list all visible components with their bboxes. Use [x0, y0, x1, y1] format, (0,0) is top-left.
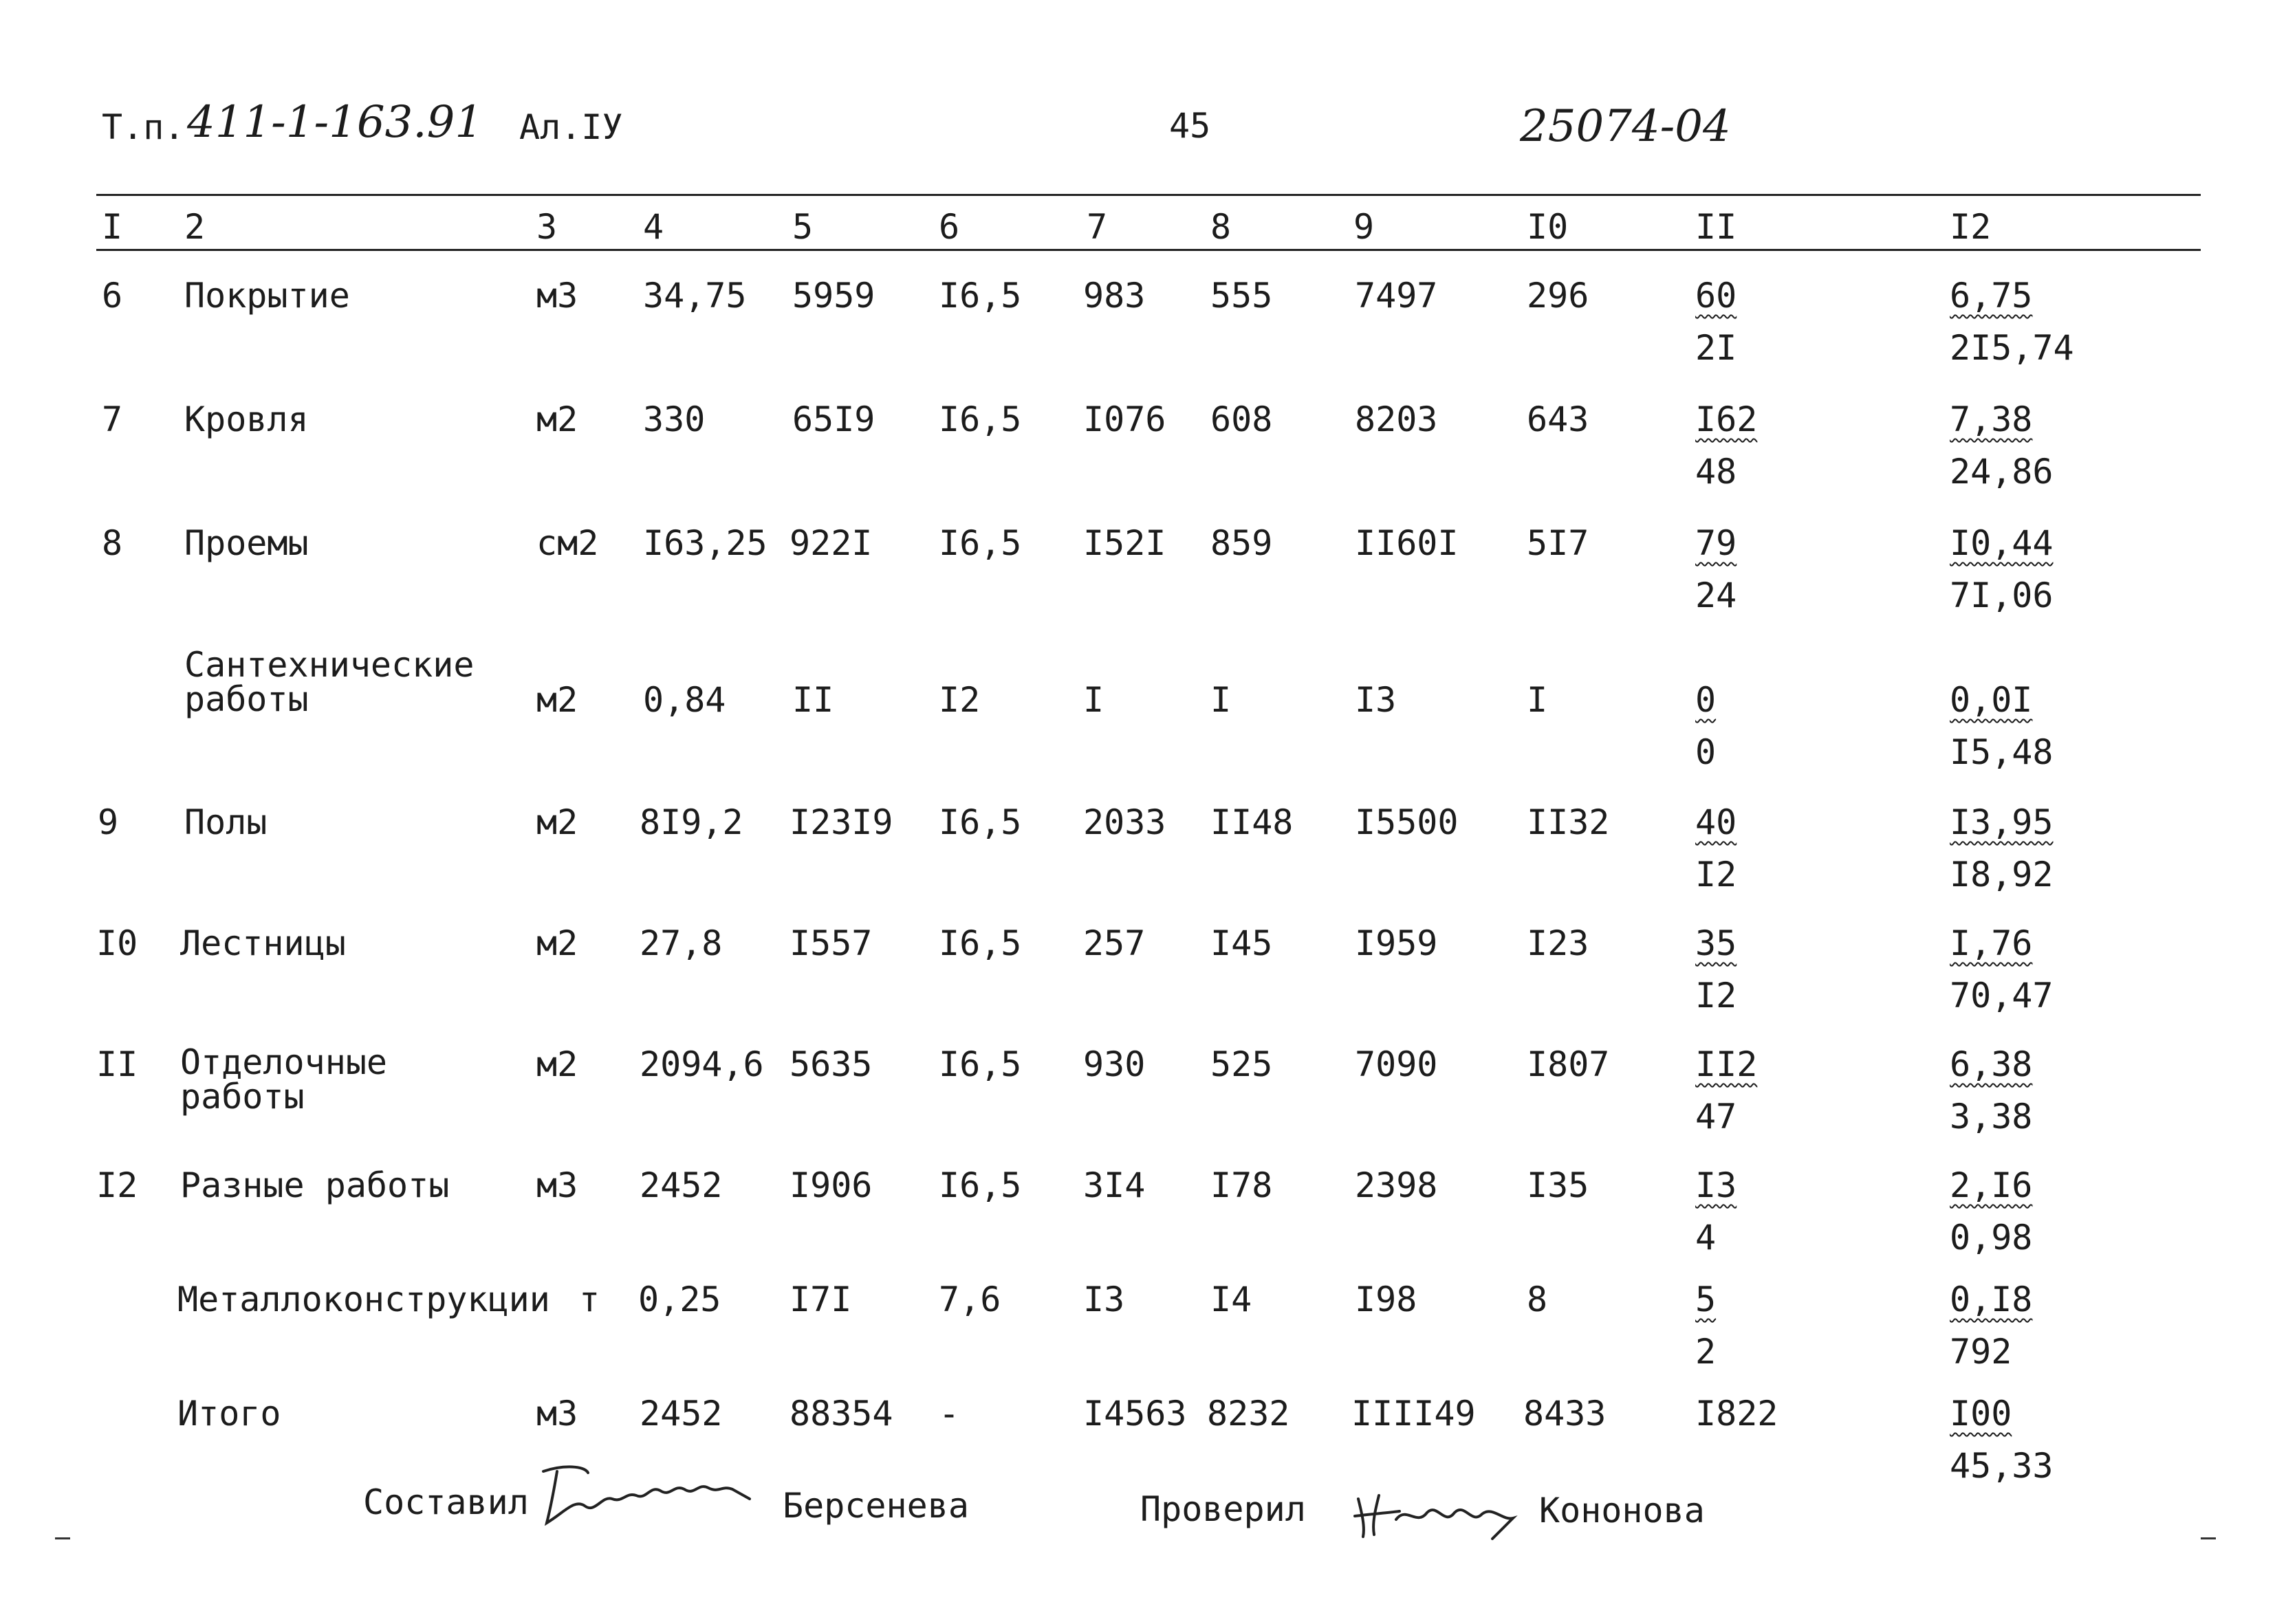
cell-c8: 555	[1210, 276, 1273, 316]
cell-c8: 525	[1210, 1044, 1273, 1084]
header-bottom-rule	[96, 249, 2201, 251]
column-header: I2	[1950, 207, 1992, 247]
cell-c9: IIII49	[1351, 1394, 1476, 1434]
signature-bersenyeva	[536, 1458, 756, 1533]
cell-c4: 0,25	[638, 1280, 721, 1319]
column-header: 2	[184, 207, 206, 247]
row-name: Итого	[177, 1394, 281, 1434]
cell-c7: I52I	[1083, 523, 1166, 563]
c11-top: 79	[1695, 523, 1737, 563]
compiled-label: Составил	[363, 1482, 529, 1522]
cell-c5: 5959	[792, 276, 875, 316]
row-unit: м3	[536, 276, 578, 316]
cell-c8: I78	[1210, 1165, 1273, 1205]
cell-c6: I6,5	[939, 523, 1022, 563]
c11-bottom: 24	[1695, 575, 1737, 615]
cell-c11-fraction	[1695, 1045, 1757, 1136]
row-number: 8	[102, 523, 123, 563]
cell-c5: 88354	[790, 1394, 893, 1434]
cell-c8: I	[1210, 680, 1232, 720]
table-row	[0, 803, 2275, 906]
cell-c7: 257	[1083, 923, 1146, 963]
cell-c6: I6,5	[939, 802, 1022, 842]
cell-c4: 2452	[640, 1165, 723, 1205]
margin-mark-left	[55, 1537, 70, 1539]
column-header: II	[1695, 207, 1737, 247]
c11-bottom: 47	[1695, 1097, 1737, 1137]
c12-top: 6,75	[1950, 276, 2033, 316]
c12-top: 6,38	[1950, 1044, 2033, 1084]
c11-bottom: 48	[1695, 452, 1737, 492]
c11-top: 5	[1695, 1280, 1717, 1319]
c12-top: I00	[1950, 1394, 2012, 1434]
margin-mark-right	[2201, 1537, 2216, 1539]
c12-bottom: 0,98	[1950, 1218, 2033, 1258]
cell-c8: 608	[1210, 399, 1273, 439]
cell-c4: 330	[643, 399, 706, 439]
project-code: 411-1-163.91	[187, 97, 483, 148]
row-number: I2	[96, 1165, 138, 1205]
cell-c10: 8433	[1523, 1394, 1607, 1434]
c12-bottom: 3,38	[1950, 1097, 2033, 1137]
cell-c4: 34,75	[643, 276, 747, 316]
column-header: 7	[1087, 207, 1108, 247]
table-row	[0, 524, 2275, 627]
cell-c6: I6,5	[939, 1165, 1022, 1205]
row-name-line1: Сантехнические	[184, 645, 475, 685]
row-number: 9	[98, 802, 119, 842]
cell-c9: II60I	[1355, 523, 1459, 563]
cell-c6: -	[939, 1394, 960, 1434]
row-unit: т	[579, 1280, 600, 1319]
cell-c9: I5500	[1355, 802, 1459, 842]
c12-top: 2,I6	[1950, 1165, 2033, 1205]
cell-c11-fraction	[1695, 803, 1737, 894]
c12-top: 0,I8	[1950, 1280, 2033, 1319]
cell-c6: 7,6	[939, 1280, 1001, 1319]
cell-c10: II32	[1527, 802, 1610, 842]
row-unit: см2	[536, 523, 599, 563]
column-header: 6	[939, 207, 960, 247]
c12-top: I0,44	[1950, 523, 2054, 563]
cell-c10: 5I7	[1527, 523, 1589, 563]
table-row	[0, 924, 2275, 1027]
c11-bottom: 4	[1695, 1218, 1717, 1258]
cell-c5: I7I	[790, 1280, 852, 1319]
cell-c9: 7090	[1355, 1044, 1438, 1084]
checked-label: Проверил	[1140, 1489, 1306, 1529]
row-name: Проемы	[184, 523, 309, 563]
cell-c5: II	[792, 680, 834, 720]
c12-top: I,76	[1950, 923, 2033, 963]
cell-c12-fraction	[1950, 524, 2054, 615]
signature-kononova	[1348, 1478, 1527, 1547]
header-top-rule	[96, 194, 2201, 196]
table-row	[0, 400, 2275, 503]
c11-bottom: 2I	[1695, 328, 1737, 368]
cell-c5: 5635	[790, 1044, 873, 1084]
c11-top: 60	[1695, 276, 1737, 316]
cell-c4: 8I9,2	[640, 802, 743, 842]
cell-c12-fraction	[1950, 681, 2054, 771]
cell-c6: I2	[939, 680, 981, 720]
document-number: 25074-04	[1520, 101, 1731, 152]
c12-bottom: 70,47	[1950, 976, 2054, 1016]
row-name: Металлоконструкции	[177, 1280, 550, 1319]
cell-c6: I6,5	[939, 1044, 1022, 1084]
cell-c8: I4	[1210, 1280, 1252, 1319]
cell-c12-fraction	[1950, 1045, 2032, 1136]
cell-c12-fraction	[1950, 276, 2074, 367]
column-header: I	[102, 207, 123, 247]
c11-bottom: I2	[1695, 976, 1737, 1016]
cell-c10: 643	[1527, 399, 1589, 439]
c11-top: I62	[1695, 399, 1758, 439]
cell-c4: 2452	[640, 1394, 723, 1434]
c12-top: 7,38	[1950, 399, 2033, 439]
c12-bottom: 2I5,74	[1950, 328, 2074, 368]
cell-c6: I6,5	[939, 276, 1022, 316]
c11-top: 40	[1695, 802, 1737, 842]
row-number: II	[96, 1044, 138, 1084]
cell-c12-fraction	[1950, 1394, 2054, 1485]
cell-c5: 65I9	[792, 399, 875, 439]
row-name-line2: работы	[180, 1077, 305, 1117]
cell-c7: 983	[1083, 276, 1146, 316]
cell-c5: 922I	[790, 523, 873, 563]
cell-c10: I	[1527, 680, 1548, 720]
row-unit: м2	[536, 1044, 578, 1084]
cell-c4: I63,25	[643, 523, 768, 563]
cell-c10: I23	[1527, 923, 1589, 963]
checked-name: Кононова	[1539, 1491, 1705, 1530]
cell-c11: I822	[1695, 1394, 1778, 1434]
column-header: 4	[643, 207, 664, 247]
cell-c10: I807	[1527, 1044, 1610, 1084]
cell-c9: I3	[1355, 680, 1397, 720]
row-name-line1: Отделочные	[180, 1042, 388, 1082]
c11-top: 35	[1695, 923, 1737, 963]
c12-top: I3,95	[1950, 802, 2054, 842]
table-row	[0, 276, 2275, 380]
cell-c8: II48	[1210, 802, 1294, 842]
row-name: Разные работы	[180, 1165, 450, 1205]
c12-bottom: 792	[1950, 1332, 2012, 1372]
cell-c7: I076	[1083, 399, 1166, 439]
row-unit: м2	[536, 399, 578, 439]
c11-bottom: 0	[1695, 732, 1717, 772]
page-number: 45	[1169, 106, 1211, 146]
cell-c11-fraction	[1695, 924, 1737, 1015]
cell-c10: 296	[1527, 276, 1589, 316]
c12-bottom: I8,92	[1950, 855, 2054, 895]
row-unit: м3	[536, 1394, 578, 1434]
column-header: 9	[1353, 207, 1375, 247]
cell-c10: I35	[1527, 1165, 1589, 1205]
cell-c4: 2094,6	[640, 1044, 764, 1084]
c11-top: II2	[1695, 1044, 1758, 1084]
cell-c12-fraction	[1950, 803, 2054, 894]
table-row-total	[0, 1394, 2275, 1497]
c11-top: I3	[1695, 1165, 1737, 1205]
row-number: 7	[102, 399, 123, 439]
cell-c7: 930	[1083, 1044, 1146, 1084]
header-prefix: Т.п.	[102, 107, 185, 147]
cell-c12-fraction	[1950, 400, 2054, 491]
compiled-name: Берсенева	[783, 1486, 969, 1526]
cell-c7: 3I4	[1083, 1165, 1146, 1205]
row-name: Лестницы	[180, 923, 346, 963]
cell-c9: I98	[1355, 1280, 1417, 1319]
cell-c7: I3	[1083, 1280, 1125, 1319]
cell-c11-fraction	[1695, 1166, 1737, 1257]
column-header: I0	[1527, 207, 1569, 247]
c12-bottom: I5,48	[1950, 732, 2054, 772]
cell-c11-fraction	[1695, 400, 1757, 491]
cell-c5: I23I9	[790, 802, 893, 842]
cell-c5: I557	[790, 923, 873, 963]
cell-c6: I6,5	[939, 399, 1022, 439]
cell-c11-fraction	[1695, 681, 1716, 771]
row-name: Полы	[184, 802, 268, 842]
c12-bottom: 24,86	[1950, 452, 2054, 492]
cell-c8: 859	[1210, 523, 1273, 563]
row-name: Покрытие	[184, 276, 350, 316]
cell-c10: 8	[1527, 1280, 1548, 1319]
column-header: 5	[792, 207, 814, 247]
row-name: Кровля	[184, 399, 309, 439]
cell-c11-fraction	[1695, 276, 1737, 367]
cell-c4: 27,8	[640, 923, 723, 963]
c12-top: 0,0I	[1950, 680, 2033, 720]
table-row	[0, 1042, 2275, 1148]
cell-c5: I906	[790, 1165, 873, 1205]
cell-c9: 2398	[1355, 1165, 1438, 1205]
row-unit: м2	[536, 802, 578, 842]
cell-c8: 8232	[1207, 1394, 1290, 1434]
c12-bottom: 45,33	[1950, 1446, 2054, 1486]
cell-c7: I4563	[1083, 1394, 1187, 1434]
column-header: 3	[536, 207, 558, 247]
cell-c11-fraction	[1695, 524, 1737, 615]
c11-bottom: I2	[1695, 855, 1737, 895]
table-row	[0, 1166, 2275, 1269]
cell-c7: I	[1083, 680, 1104, 720]
cell-c9: I959	[1355, 923, 1438, 963]
row-number: 6	[102, 276, 123, 316]
cell-c8: I45	[1210, 923, 1273, 963]
column-header: 8	[1210, 207, 1232, 247]
row-unit: м3	[536, 1165, 578, 1205]
c12-bottom: 7I,06	[1950, 575, 2054, 615]
c11-top: 0	[1695, 680, 1717, 720]
cell-c12-fraction	[1950, 924, 2054, 1015]
album-label: Ал.IУ	[519, 107, 623, 147]
cell-c7: 2033	[1083, 802, 1166, 842]
cell-c9: 8203	[1355, 399, 1438, 439]
row-unit: м2	[536, 680, 578, 720]
cell-c12-fraction	[1950, 1280, 2032, 1371]
cell-c11-fraction	[1695, 1280, 1716, 1371]
cell-c6: I6,5	[939, 923, 1022, 963]
c11-bottom: 2	[1695, 1332, 1717, 1372]
cell-c9: 7497	[1355, 276, 1438, 316]
table-row	[0, 1280, 2275, 1383]
cell-c4: 0,84	[643, 680, 726, 720]
row-number: I0	[96, 923, 138, 963]
row-unit: м2	[536, 923, 578, 963]
table-row	[0, 645, 2275, 785]
row-name-line2: работы	[184, 679, 309, 719]
cell-c12-fraction	[1950, 1166, 2032, 1257]
